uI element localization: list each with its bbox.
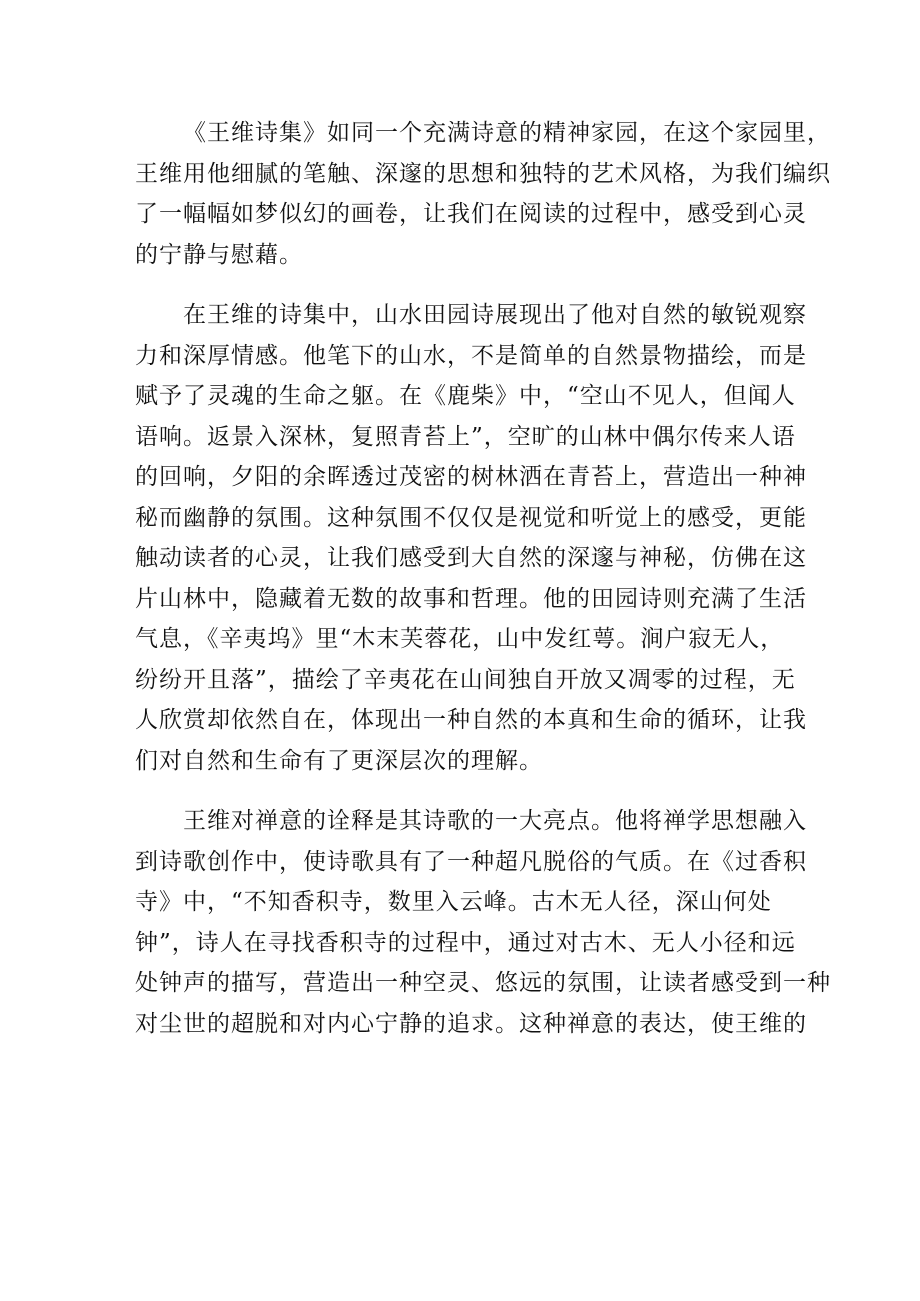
text-line: 秘而幽静的氛围。这种氛围不仅仅是视觉和听觉上的感受，更能 (135, 504, 807, 531)
text-line: 《王维诗集》如同一个充满诗意的精神家园，在这个家园里， (183, 120, 831, 146)
text-line: 到诗歌创作中，使诗歌具有了一种超凡脱俗的气质。在《过香积 (135, 848, 807, 875)
text-line: 王维用他细腻的笔触、深邃的思想和独特的艺术风格，为我们编织 (135, 160, 831, 187)
text-line: 的回响，夕阳的余晖透过茂密的树林洒在青苔上，营造出一种神 (135, 464, 807, 490)
text-line: 气息，《辛夷坞》里“木末芙蓉花，山中发红萼。涧户寂无人， (135, 626, 785, 652)
text-line: 力和深厚情感。他笔下的山水，不是简单的自然景物描绘，而是 (135, 342, 807, 369)
text-line: 钟”，诗人在寻找香积寺的过程中，通过对古木、无人小径和远 (135, 929, 796, 956)
text-line: 了一幅幅如梦似幻的画卷，让我们在阅读的过程中，感受到心灵 (135, 201, 807, 227)
text-line: 触动读者的心灵，让我们感受到大自然的深邃与神秘，仿佛在这 (135, 545, 807, 571)
document-body (135, 113, 831, 1044)
text-line: 语响。返景入深林，复照青苔上”，空旷的山林中偶尔传来人语 (135, 423, 796, 450)
text-line: 在王维的诗集中，山水田园诗展现出了他对自然的敏锐观察 (183, 302, 807, 328)
text-line: 的宁静与慰藉。 (135, 241, 303, 268)
text-line: 们对自然和生命有了更深层次的理解。 (135, 747, 543, 774)
paragraph-1 (135, 113, 831, 275)
text-line: 人欣赏却依然自在，体现出一种自然的本真和生命的循环，让我 (135, 707, 807, 733)
text-line: 处钟声的描写，营造出一种空灵、悠远的氛围，让读者感受到一种 (135, 970, 831, 996)
text-line: 王维对禅意的诠释是其诗歌的一大亮点。他将禅学思想融入 (183, 808, 807, 834)
paragraph-3 (135, 801, 831, 1044)
text-line: 片山林中，隐藏着无数的故事和哲理。他的田园诗则充满了生活 (135, 585, 807, 612)
text-line: 赋予了灵魂的生命之躯。在《鹿柴》中，“空山不见人，但闻人 (135, 383, 796, 409)
text-line: 寺》中，“不知香积寺，数里入云峰。古木无人径，深山何处 (135, 889, 772, 915)
text-line: 对尘世的超脱和对内心宁静的追求。这种禅意的表达，使王维的 (135, 1010, 807, 1037)
paragraph-2 (135, 295, 807, 781)
text-line: 纷纷开且落”，描绘了辛夷花在山间独自开放又凋零的过程，无 (135, 666, 796, 693)
